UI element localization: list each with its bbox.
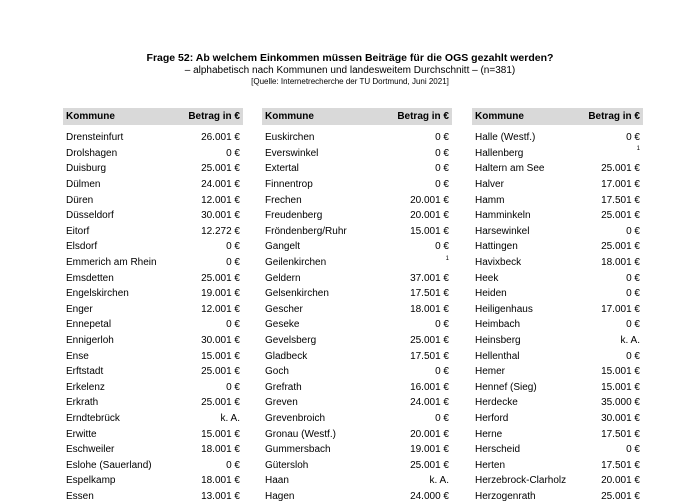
table-row bbox=[472, 130, 643, 146]
kommune-name: Elsdorf bbox=[66, 241, 98, 253]
table-row bbox=[63, 255, 243, 271]
table-row bbox=[262, 208, 452, 224]
header-betrag: Betrag in € bbox=[188, 111, 240, 122]
kommune-name: Erwitte bbox=[66, 428, 97, 440]
table-row bbox=[262, 255, 452, 271]
table-row bbox=[262, 473, 452, 489]
table-row bbox=[262, 333, 452, 349]
betrag-value: 18.001 € bbox=[410, 303, 449, 315]
kommune-name: Gevelsberg bbox=[265, 335, 317, 347]
table-row bbox=[262, 395, 452, 411]
betrag-value: k. A. bbox=[220, 412, 240, 424]
table-row bbox=[262, 270, 452, 286]
table-row bbox=[262, 224, 452, 240]
kommune-name: Gronau (Westf.) bbox=[265, 428, 336, 440]
kommune-name: Halle (Westf.) bbox=[475, 132, 536, 144]
kommune-name: Ennigerloh bbox=[66, 335, 114, 347]
table-row bbox=[262, 302, 452, 318]
betrag-value: 0 € bbox=[626, 272, 640, 284]
kommune-name: Herscheid bbox=[475, 444, 521, 456]
table-row bbox=[63, 208, 243, 224]
kommune-name: Harsewinkel bbox=[475, 225, 530, 237]
kommune-name: Herten bbox=[475, 459, 506, 471]
betrag-value: 0 € bbox=[435, 319, 449, 331]
betrag-value: 0 € bbox=[435, 147, 449, 159]
kommune-name: Herzebrock-Clarholz bbox=[475, 475, 567, 487]
kommune-name: Drensteinfurt bbox=[66, 132, 124, 144]
betrag-value: 19.001 € bbox=[201, 288, 240, 300]
table-row bbox=[63, 411, 243, 427]
table-row bbox=[472, 333, 643, 349]
kommune-name: Geldern bbox=[265, 272, 301, 284]
betrag-value: 15.001 € bbox=[201, 428, 240, 440]
table-row bbox=[472, 317, 643, 333]
kommune-name: Hennef (Sieg) bbox=[475, 381, 537, 393]
kommune-name: Geseke bbox=[265, 319, 300, 331]
kommune-name: Euskirchen bbox=[265, 132, 315, 144]
betrag-value: 0 € bbox=[626, 319, 640, 331]
table-row bbox=[63, 130, 243, 146]
table-row bbox=[472, 208, 643, 224]
kommune-name: Freudenberg bbox=[265, 210, 323, 222]
kommune-name: Greven bbox=[265, 397, 298, 409]
betrag-value: 20.001 € bbox=[410, 194, 449, 206]
betrag-value: 25.001 € bbox=[601, 210, 640, 222]
betrag-value: 13.001 € bbox=[201, 490, 240, 502]
betrag-value: 18.001 € bbox=[201, 444, 240, 456]
betrag-value: 19.001 € bbox=[410, 444, 449, 456]
header-kommune: Kommune bbox=[475, 111, 524, 122]
kommune-name: Grefrath bbox=[265, 381, 302, 393]
table-row bbox=[472, 255, 643, 271]
betrag-value: k. A. bbox=[429, 475, 449, 487]
betrag-value: 0 € bbox=[435, 163, 449, 175]
kommune-name: Gelsenkirchen bbox=[265, 288, 329, 300]
kommune-name: Herford bbox=[475, 412, 509, 424]
kommune-name: Gummersbach bbox=[265, 444, 331, 456]
table-row bbox=[472, 364, 643, 380]
betrag-value: 17.001 € bbox=[601, 179, 640, 191]
kommune-name: Emsdetten bbox=[66, 272, 114, 284]
table-row bbox=[262, 239, 452, 255]
kommune-name: Heinsberg bbox=[475, 335, 521, 347]
kommune-name: Gescher bbox=[265, 303, 303, 315]
table-row bbox=[472, 192, 643, 208]
kommune-name: Erndtebrück bbox=[66, 412, 120, 424]
table-row bbox=[63, 457, 243, 473]
table-row bbox=[472, 473, 643, 489]
betrag-value: 0 € bbox=[626, 288, 640, 300]
kommune-name: Hemer bbox=[475, 366, 506, 378]
betrag-value: 17.501 € bbox=[601, 194, 640, 206]
table-column-3 bbox=[472, 108, 643, 504]
betrag-value: 24.001 € bbox=[201, 179, 240, 191]
table-row bbox=[472, 270, 643, 286]
betrag-value: 15.001 € bbox=[601, 381, 640, 393]
kommune-name: Finnentrop bbox=[265, 179, 313, 191]
table-rows bbox=[262, 130, 452, 504]
betrag-value: 0 € bbox=[226, 257, 240, 269]
betrag-value: 0 € bbox=[226, 147, 240, 159]
kommune-name: Herdecke bbox=[475, 397, 518, 409]
betrag-value: 0 € bbox=[626, 350, 640, 362]
betrag-value: 17.501 € bbox=[601, 459, 640, 471]
table-column-1 bbox=[63, 108, 243, 504]
table-row bbox=[472, 286, 643, 302]
betrag-value: 25.001 € bbox=[601, 163, 640, 175]
kommune-name: Engelskirchen bbox=[66, 288, 129, 300]
kommune-name: Düren bbox=[66, 194, 94, 206]
kommune-name: Duisburg bbox=[66, 163, 107, 175]
table-row bbox=[472, 426, 643, 442]
betrag-value: 15.001 € bbox=[410, 225, 449, 237]
betrag-value: 25.001 € bbox=[201, 366, 240, 378]
page-header bbox=[0, 52, 700, 87]
table-row bbox=[472, 239, 643, 255]
betrag-value: 35.000 € bbox=[601, 397, 640, 409]
table-row bbox=[63, 489, 243, 504]
table-row bbox=[472, 348, 643, 364]
kommune-name: Heimbach bbox=[475, 319, 521, 331]
betrag-value: 12.001 € bbox=[201, 303, 240, 315]
kommune-name: Essen bbox=[66, 490, 94, 502]
table-row bbox=[63, 333, 243, 349]
kommune-name: Hellenthal bbox=[475, 350, 520, 362]
table-row bbox=[262, 177, 452, 193]
table-row bbox=[472, 161, 643, 177]
betrag-value: 25.001 € bbox=[201, 163, 240, 175]
betrag-value: 15.001 € bbox=[601, 366, 640, 378]
betrag-value: 15.001 € bbox=[201, 350, 240, 362]
betrag-value: 20.001 € bbox=[410, 428, 449, 440]
header-betrag: Betrag in € bbox=[588, 111, 640, 122]
table-rows bbox=[63, 130, 243, 504]
betrag-value: k. A. bbox=[620, 335, 640, 347]
table-row bbox=[63, 224, 243, 240]
kommune-name: Hallenberg bbox=[475, 147, 524, 159]
table-row bbox=[63, 286, 243, 302]
kommune-name: Halver bbox=[475, 179, 504, 191]
betrag-value: 30.001 € bbox=[201, 210, 240, 222]
table-row bbox=[63, 380, 243, 396]
kommune-name: Emmerich am Rhein bbox=[66, 257, 157, 269]
betrag-value: 26.001 € bbox=[201, 132, 240, 144]
betrag-value: 0 € bbox=[626, 132, 640, 144]
kommune-name: Goch bbox=[265, 366, 289, 378]
kommune-name: Geilenkirchen bbox=[265, 257, 327, 269]
table-row bbox=[63, 364, 243, 380]
table-row bbox=[472, 395, 643, 411]
kommune-name: Espelkamp bbox=[66, 475, 116, 487]
kommune-name: Drolshagen bbox=[66, 147, 118, 159]
table-row bbox=[262, 192, 452, 208]
table-row bbox=[63, 442, 243, 458]
table-row bbox=[262, 286, 452, 302]
betrag-value: 17.501 € bbox=[410, 350, 449, 362]
betrag-value: 25.001 € bbox=[601, 241, 640, 253]
table-row bbox=[472, 457, 643, 473]
table-header bbox=[262, 108, 452, 125]
table-row bbox=[63, 161, 243, 177]
betrag-value: 24.000 € bbox=[410, 490, 449, 502]
source-note: [Quelle: Internetrecherche der TU Dortmund, Juni 2021] bbox=[251, 77, 449, 86]
table-header bbox=[63, 108, 243, 125]
table-row bbox=[63, 192, 243, 208]
kommune-name: Heiligenhaus bbox=[475, 303, 533, 315]
betrag-value: 17.501 € bbox=[410, 288, 449, 300]
betrag-value: 16.001 € bbox=[410, 381, 449, 393]
table-header bbox=[472, 108, 643, 125]
table-row bbox=[262, 457, 452, 473]
footnote-marker: 1 bbox=[636, 146, 640, 153]
table-row bbox=[63, 426, 243, 442]
kommune-name: Grevenbroich bbox=[265, 412, 326, 424]
table-row bbox=[63, 317, 243, 333]
table-row bbox=[472, 442, 643, 458]
table-row bbox=[262, 489, 452, 504]
betrag-value: 17.001 € bbox=[601, 303, 640, 315]
table-row bbox=[262, 317, 452, 333]
table-row bbox=[472, 146, 643, 162]
table-row bbox=[63, 270, 243, 286]
betrag-value: 0 € bbox=[435, 179, 449, 191]
betrag-value: 18.001 € bbox=[601, 257, 640, 269]
betrag-value: 25.001 € bbox=[601, 490, 640, 502]
kommune-name: Frechen bbox=[265, 194, 302, 206]
betrag-value: 0 € bbox=[435, 132, 449, 144]
kommune-name: Fröndenberg/Ruhr bbox=[265, 225, 347, 237]
page-title: Frage 52: Ab welchem Einkommen müssen Beiträge für die OGS gezahlt werden? bbox=[146, 52, 554, 64]
betrag-value: 30.001 € bbox=[201, 335, 240, 347]
kommune-name: Heiden bbox=[475, 288, 507, 300]
table-row bbox=[63, 177, 243, 193]
kommune-name: Haan bbox=[265, 475, 289, 487]
page-subtitle: – alphabetisch nach Kommunen und landesweitem Durchschnitt – (n=381) bbox=[184, 65, 516, 76]
betrag-value: 37.001 € bbox=[410, 272, 449, 284]
betrag-value: 25.001 € bbox=[410, 335, 449, 347]
betrag-value: 12.272 € bbox=[201, 225, 240, 237]
kommune-name: Hamm bbox=[475, 194, 505, 206]
betrag-value: 0 € bbox=[626, 225, 640, 237]
betrag-value: 20.001 € bbox=[410, 210, 449, 222]
betrag-value: 25.001 € bbox=[201, 397, 240, 409]
table-row bbox=[63, 146, 243, 162]
header-kommune: Kommune bbox=[66, 111, 115, 122]
table-row bbox=[63, 473, 243, 489]
kommune-name: Herne bbox=[475, 428, 503, 440]
table-row bbox=[262, 130, 452, 146]
betrag-value: 0 € bbox=[226, 459, 240, 471]
kommune-name: Herzogenrath bbox=[475, 490, 536, 502]
betrag-value: 0 € bbox=[226, 381, 240, 393]
table-row bbox=[63, 302, 243, 318]
betrag-value: 24.001 € bbox=[410, 397, 449, 409]
kommune-name: Gütersloh bbox=[265, 459, 309, 471]
kommune-name: Heek bbox=[475, 272, 499, 284]
kommune-name: Haltern am See bbox=[475, 163, 545, 175]
table-row bbox=[472, 302, 643, 318]
betrag-value: 20.001 € bbox=[601, 475, 640, 487]
table-row bbox=[472, 411, 643, 427]
kommune-name: Ense bbox=[66, 350, 89, 362]
table-row bbox=[262, 364, 452, 380]
table-column-2 bbox=[262, 108, 452, 504]
table-row bbox=[262, 161, 452, 177]
betrag-value: 25.001 € bbox=[410, 459, 449, 471]
table-row bbox=[262, 442, 452, 458]
table-row bbox=[472, 177, 643, 193]
kommune-name: Düsseldorf bbox=[66, 210, 114, 222]
kommune-name: Gangelt bbox=[265, 241, 301, 253]
kommune-name: Dülmen bbox=[66, 179, 101, 191]
table-row bbox=[472, 224, 643, 240]
kommune-name: Everswinkel bbox=[265, 147, 319, 159]
betrag-value: 0 € bbox=[626, 444, 640, 456]
kommune-name: Eitorf bbox=[66, 225, 90, 237]
betrag-value: 12.001 € bbox=[201, 194, 240, 206]
header-betrag: Betrag in € bbox=[397, 111, 449, 122]
kommune-name: Eslohe (Sauerland) bbox=[66, 459, 152, 471]
table-row bbox=[262, 348, 452, 364]
betrag-value: 0 € bbox=[435, 241, 449, 253]
kommune-name: Erftstadt bbox=[66, 366, 104, 378]
table-row bbox=[63, 395, 243, 411]
betrag-value: 17.501 € bbox=[601, 428, 640, 440]
kommune-name: Ennepetal bbox=[66, 319, 112, 331]
table-row bbox=[262, 426, 452, 442]
table-row bbox=[63, 239, 243, 255]
betrag-value: 0 € bbox=[435, 366, 449, 378]
table-row bbox=[262, 146, 452, 162]
table-row bbox=[63, 348, 243, 364]
betrag-value: 0 € bbox=[435, 412, 449, 424]
kommune-name: Hattingen bbox=[475, 241, 518, 253]
betrag-value: 30.001 € bbox=[601, 412, 640, 424]
betrag-value: 0 € bbox=[226, 241, 240, 253]
betrag-value: 18.001 € bbox=[201, 475, 240, 487]
betrag-value: 25.001 € bbox=[201, 272, 240, 284]
table-row bbox=[472, 489, 643, 504]
kommune-name: Enger bbox=[66, 303, 93, 315]
footnote-marker: 1 bbox=[445, 255, 449, 262]
table-row bbox=[262, 411, 452, 427]
kommune-name: Havixbeck bbox=[475, 257, 522, 269]
kommune-name: Erkelenz bbox=[66, 381, 105, 393]
kommune-name: Hagen bbox=[265, 490, 295, 502]
header-kommune: Kommune bbox=[265, 111, 314, 122]
kommune-name: Gladbeck bbox=[265, 350, 308, 362]
kommune-name: Erkrath bbox=[66, 397, 99, 409]
betrag-value: 0 € bbox=[226, 319, 240, 331]
table-rows bbox=[472, 130, 643, 504]
kommune-name: Eschweiler bbox=[66, 444, 115, 456]
kommune-name: Extertal bbox=[265, 163, 299, 175]
table-row bbox=[262, 380, 452, 396]
kommune-name: Hamminkeln bbox=[475, 210, 531, 222]
table-row bbox=[472, 380, 643, 396]
